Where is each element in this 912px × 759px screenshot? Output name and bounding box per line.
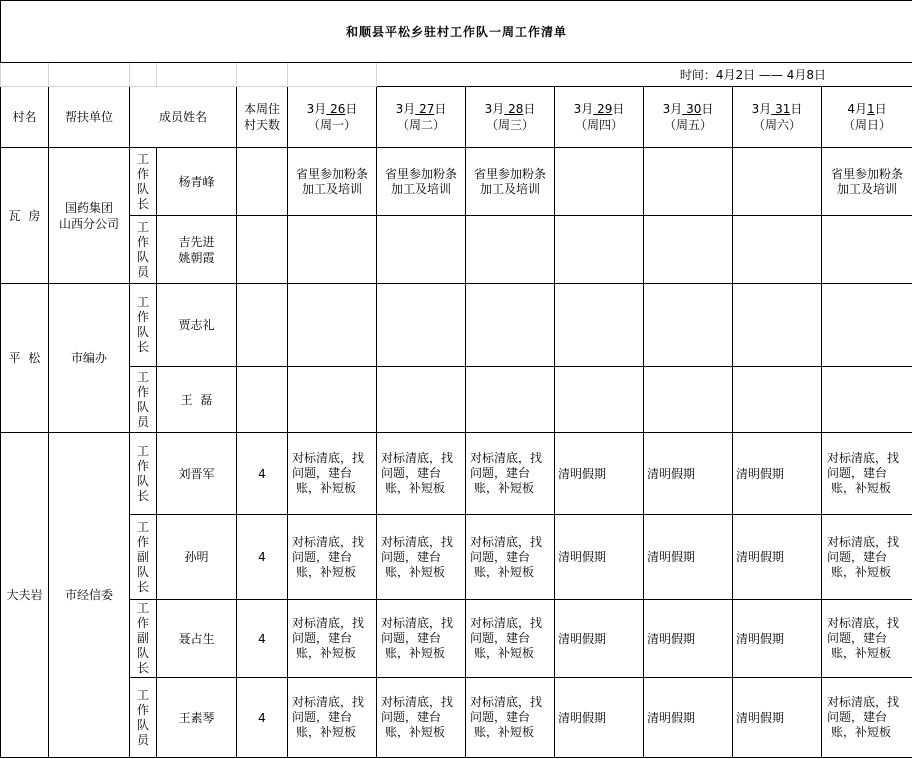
activity-line: 省里参加粉条 xyxy=(473,166,546,181)
header-date-4 xyxy=(555,87,644,148)
member-name-text: 孙明 xyxy=(184,550,209,564)
activity-line: 对标清底，找 xyxy=(470,616,543,630)
days-in-village xyxy=(237,284,288,367)
date-line xyxy=(733,101,821,117)
schedule-cell xyxy=(733,216,822,284)
activity-line: 账，补短板 xyxy=(385,481,446,495)
schedule-cell: 清明假期 xyxy=(555,600,644,678)
schedule-cell xyxy=(466,367,555,433)
header-date-6 xyxy=(733,87,822,148)
date-line xyxy=(288,101,376,117)
schedule-cell xyxy=(822,600,912,678)
date-suffix: 日 xyxy=(434,102,447,116)
schedule-cell xyxy=(466,284,555,367)
schedule-cell xyxy=(377,216,466,284)
activity-line: 账，补短板 xyxy=(296,564,357,579)
blank-cell xyxy=(237,63,288,87)
activity-line: 对标清底，找 xyxy=(827,695,900,709)
schedule-cell xyxy=(466,600,555,678)
days-in-village xyxy=(237,367,288,433)
schedule-cell: 清明假期 xyxy=(555,433,644,515)
blank-cell xyxy=(288,63,377,87)
schedule-cell xyxy=(822,367,912,433)
date-weekday: （周日） xyxy=(843,118,892,132)
date-suffix: 日 xyxy=(701,102,714,116)
village-name: 平 松 xyxy=(1,284,49,433)
schedule-cell xyxy=(644,216,733,284)
activity-line: 省里参加粉条 xyxy=(384,166,457,181)
time-range: 时间：4月2日 —— 4月8日 xyxy=(377,63,912,87)
activity-line: 对标清底，找 xyxy=(827,451,900,465)
member-role xyxy=(130,515,157,600)
member-role xyxy=(130,678,157,758)
date-weekday: （周四） xyxy=(574,118,623,132)
schedule-cell xyxy=(288,433,377,515)
schedule-cell xyxy=(377,148,466,216)
schedule-cell xyxy=(822,678,912,758)
member-role-text: 工作队长 xyxy=(137,295,150,354)
days-in-village: 4 xyxy=(237,515,288,600)
member-role-text: 工作队长 xyxy=(137,151,150,211)
activity-line: 账，补短板 xyxy=(385,646,446,660)
schedule-cell xyxy=(377,367,466,433)
table-row xyxy=(1,284,912,367)
header-date-3 xyxy=(466,87,555,148)
activity-line: 对标清底，找 xyxy=(292,451,365,465)
activity-line: 问题，建台 xyxy=(381,631,442,645)
schedule-cell: 清明假期 xyxy=(644,515,733,600)
member-role xyxy=(130,433,157,515)
member-role xyxy=(130,367,157,433)
schedule-cell: 清明假期 xyxy=(644,600,733,678)
date-weekday: （周三） xyxy=(485,118,534,132)
header-date-7 xyxy=(822,87,912,148)
table-row xyxy=(1,433,912,515)
member-name xyxy=(157,216,237,284)
village-name: 大夫岩 xyxy=(1,433,49,758)
schedule-cell xyxy=(377,515,466,600)
schedule-cell: 清明假期 xyxy=(733,678,822,758)
date-month: 3月 xyxy=(484,102,505,116)
header-members: 成员姓名 xyxy=(130,87,237,148)
schedule-cell xyxy=(466,515,555,600)
activity-line: 加工及培训 xyxy=(301,181,362,196)
schedule-cell xyxy=(644,367,733,433)
schedule-cell: 清明假期 xyxy=(733,600,822,678)
header-unit: 帮扶单位 xyxy=(49,87,130,148)
date-day: 26 xyxy=(326,102,346,116)
member-name xyxy=(157,678,237,758)
date-line xyxy=(377,101,465,117)
table-row xyxy=(1,216,912,284)
activity-line: 问题，建台 xyxy=(470,710,531,724)
schedule-cell xyxy=(822,216,912,284)
blank-cell xyxy=(157,63,237,87)
activity-line: 加工及培训 xyxy=(390,181,451,196)
days-in-village xyxy=(237,216,288,284)
activity-line: 对标清底，找 xyxy=(827,534,900,549)
activity-line: 问题，建台 xyxy=(470,549,531,564)
blank-cell xyxy=(49,63,130,87)
support-unit-line: 市经信委 xyxy=(64,588,113,602)
schedule-cell xyxy=(644,284,733,367)
support-unit xyxy=(49,284,130,433)
activity-line: 问题，建台 xyxy=(292,710,353,724)
activity-line: 问题，建台 xyxy=(381,710,442,724)
member-role-text: 工作队员 xyxy=(137,687,150,747)
header-days-line: 本周住 xyxy=(243,102,280,116)
date-month: 4月 xyxy=(847,102,867,116)
schedule-cell: 清明假期 xyxy=(555,678,644,758)
header-days-line: 村天数 xyxy=(243,118,280,132)
header-date-2 xyxy=(377,87,466,148)
schedule-cell xyxy=(377,600,466,678)
date-month: 3月 xyxy=(395,102,416,116)
days-in-village: 4 xyxy=(237,600,288,678)
schedule-cell xyxy=(288,367,377,433)
member-role xyxy=(130,284,157,367)
member-name xyxy=(157,600,237,678)
header-village: 村名 xyxy=(1,87,49,148)
schedule-cell xyxy=(288,600,377,678)
activity-line: 对标清底，找 xyxy=(292,616,365,630)
activity-line: 问题，建台 xyxy=(827,631,888,645)
date-line xyxy=(644,101,732,117)
schedule-cell xyxy=(555,284,644,367)
member-role-text: 工作队长 xyxy=(137,443,150,503)
activity-line: 账，补短板 xyxy=(474,725,535,739)
support-unit xyxy=(49,148,130,284)
member-name xyxy=(157,433,237,515)
date-suffix: 日 xyxy=(523,102,536,116)
member-name-text: 贾志礼 xyxy=(178,318,215,332)
schedule-cell xyxy=(733,284,822,367)
activity-line: 账，补短板 xyxy=(385,564,446,579)
member-name-text: 王 磊 xyxy=(180,392,213,407)
schedule-cell xyxy=(466,148,555,216)
date-day: 1 xyxy=(867,102,875,116)
days-in-village: 4 xyxy=(237,678,288,758)
date-weekday: （周二） xyxy=(396,118,445,132)
support-unit-line: 市编办 xyxy=(70,351,107,365)
member-role xyxy=(130,216,157,284)
activity-line: 账，补短板 xyxy=(831,481,892,495)
member-name xyxy=(157,367,237,433)
schedule-cell xyxy=(466,216,555,284)
date-month: 3月 xyxy=(306,102,327,116)
days-in-village xyxy=(237,148,288,216)
schedule-cell xyxy=(288,216,377,284)
activity-line: 账，补短板 xyxy=(385,725,446,739)
blank-cell xyxy=(1,63,49,87)
member-name-text: 杨青峰 xyxy=(178,174,215,189)
schedule-cell xyxy=(555,148,644,216)
activity-line: 对标清底，找 xyxy=(292,695,365,709)
member-role xyxy=(130,600,157,678)
schedule-cell xyxy=(377,433,466,515)
member-role-text: 工作副队长 xyxy=(137,601,150,675)
member-name-text: 刘晋军 xyxy=(178,466,215,481)
activity-line: 对标清底，找 xyxy=(381,451,454,465)
date-suffix: 日 xyxy=(345,102,358,116)
activity-line: 问题，建台 xyxy=(470,631,531,645)
activity-line: 对标清底，找 xyxy=(381,616,454,630)
schedule-cell: 清明假期 xyxy=(555,515,644,600)
table-row xyxy=(1,515,912,600)
date-weekday: （周五） xyxy=(663,118,712,132)
date-day: 27 xyxy=(415,102,435,116)
activity-line: 对标清底，找 xyxy=(381,534,454,549)
schedule-cell xyxy=(288,148,377,216)
member-name xyxy=(157,148,237,216)
activity-line: 加工及培训 xyxy=(836,181,897,196)
blank-cell xyxy=(130,63,157,87)
header-date-1 xyxy=(288,87,377,148)
activity-line: 账，补短板 xyxy=(831,564,892,579)
table-row xyxy=(1,678,912,758)
schedule-cell: 清明假期 xyxy=(733,433,822,515)
schedule-cell xyxy=(733,367,822,433)
date-suffix: 日 xyxy=(874,102,887,116)
date-line xyxy=(555,101,643,117)
support-unit-line: 山西分公司 xyxy=(58,216,119,231)
schedule-cell xyxy=(733,148,822,216)
date-day: 29 xyxy=(593,102,613,116)
date-day: 31 xyxy=(771,102,791,116)
activity-line: 账，补短板 xyxy=(831,646,892,660)
schedule-cell xyxy=(466,433,555,515)
schedule-cell xyxy=(377,284,466,367)
activity-line: 账，补短板 xyxy=(296,646,357,660)
table-row xyxy=(1,148,912,216)
header-days xyxy=(237,87,288,148)
schedule-cell xyxy=(555,367,644,433)
schedule-cell xyxy=(288,515,377,600)
activity-line: 问题，建台 xyxy=(827,549,888,564)
schedule-cell xyxy=(288,678,377,758)
member-role xyxy=(130,148,157,216)
activity-line: 对标清底，找 xyxy=(292,534,365,549)
schedule-cell: 清明假期 xyxy=(644,433,733,515)
schedule-cell xyxy=(822,515,912,600)
date-line xyxy=(466,101,554,117)
schedule-cell xyxy=(377,678,466,758)
date-month: 3月 xyxy=(662,102,683,116)
activity-line: 省里参加粉条 xyxy=(830,166,903,181)
activity-line: 加工及培训 xyxy=(479,181,540,196)
activity-line: 问题，建台 xyxy=(292,631,353,645)
member-role-text: 工作队员 xyxy=(137,219,150,279)
table-row xyxy=(1,600,912,678)
support-unit-line: 国药集团 xyxy=(64,200,113,215)
activity-line: 省里参加粉条 xyxy=(295,166,368,181)
schedule-cell xyxy=(288,284,377,367)
activity-line: 问题，建台 xyxy=(292,466,353,480)
member-name xyxy=(157,284,237,367)
date-line xyxy=(822,101,912,117)
table-row xyxy=(1,367,912,433)
activity-line: 账，补短板 xyxy=(831,725,892,739)
header-date-5 xyxy=(644,87,733,148)
date-weekday: （周六） xyxy=(752,118,801,132)
schedule-cell xyxy=(466,678,555,758)
activity-line: 问题，建台 xyxy=(827,466,888,480)
activity-line: 对标清底，找 xyxy=(470,451,543,465)
schedule-cell xyxy=(822,148,912,216)
activity-line: 问题，建台 xyxy=(827,710,888,724)
activity-line: 账，补短板 xyxy=(296,481,357,495)
date-day: 28 xyxy=(504,102,524,116)
activity-line: 账，补短板 xyxy=(296,725,357,739)
activity-line: 账，补短板 xyxy=(474,481,535,495)
schedule-cell: 清明假期 xyxy=(733,515,822,600)
days-in-village: 4 xyxy=(237,433,288,515)
schedule-cell xyxy=(822,433,912,515)
schedule-cell: 清明假期 xyxy=(644,678,733,758)
date-suffix: 日 xyxy=(790,102,803,116)
date-month: 3月 xyxy=(573,102,594,116)
member-role-text: 工作队员 xyxy=(137,369,150,429)
activity-line: 账，补短板 xyxy=(474,564,535,579)
member-name-text: 吉先进 xyxy=(178,234,215,249)
support-unit xyxy=(49,433,130,758)
date-day: 30 xyxy=(682,102,702,116)
activity-line: 对标清底，找 xyxy=(827,616,900,630)
activity-line: 问题，建台 xyxy=(381,549,442,564)
activity-line: 对标清底，找 xyxy=(381,695,454,709)
schedule-cell xyxy=(555,216,644,284)
schedule-cell xyxy=(644,148,733,216)
member-name-text: 王素琴 xyxy=(178,710,215,725)
date-weekday: （周一） xyxy=(307,118,356,132)
member-role-text: 工作副队长 xyxy=(137,519,150,594)
schedule-cell xyxy=(822,284,912,367)
member-name-text: 聂占生 xyxy=(178,631,215,646)
sheet-title: 和顺县平松乡驻村工作队一周工作清单 xyxy=(1,1,912,63)
activity-line: 问题，建台 xyxy=(292,549,353,564)
activity-line: 账，补短板 xyxy=(474,646,535,660)
date-suffix: 日 xyxy=(612,102,625,116)
activity-line: 对标清底，找 xyxy=(470,695,543,709)
date-month: 3月 xyxy=(751,102,772,116)
member-name-text: 姚朝霞 xyxy=(178,250,215,265)
member-name xyxy=(157,515,237,600)
activity-line: 问题，建台 xyxy=(470,466,531,480)
activity-line: 问题，建台 xyxy=(381,466,442,480)
activity-line: 对标清底，找 xyxy=(470,534,543,549)
village-name: 瓦 房 xyxy=(1,148,49,284)
